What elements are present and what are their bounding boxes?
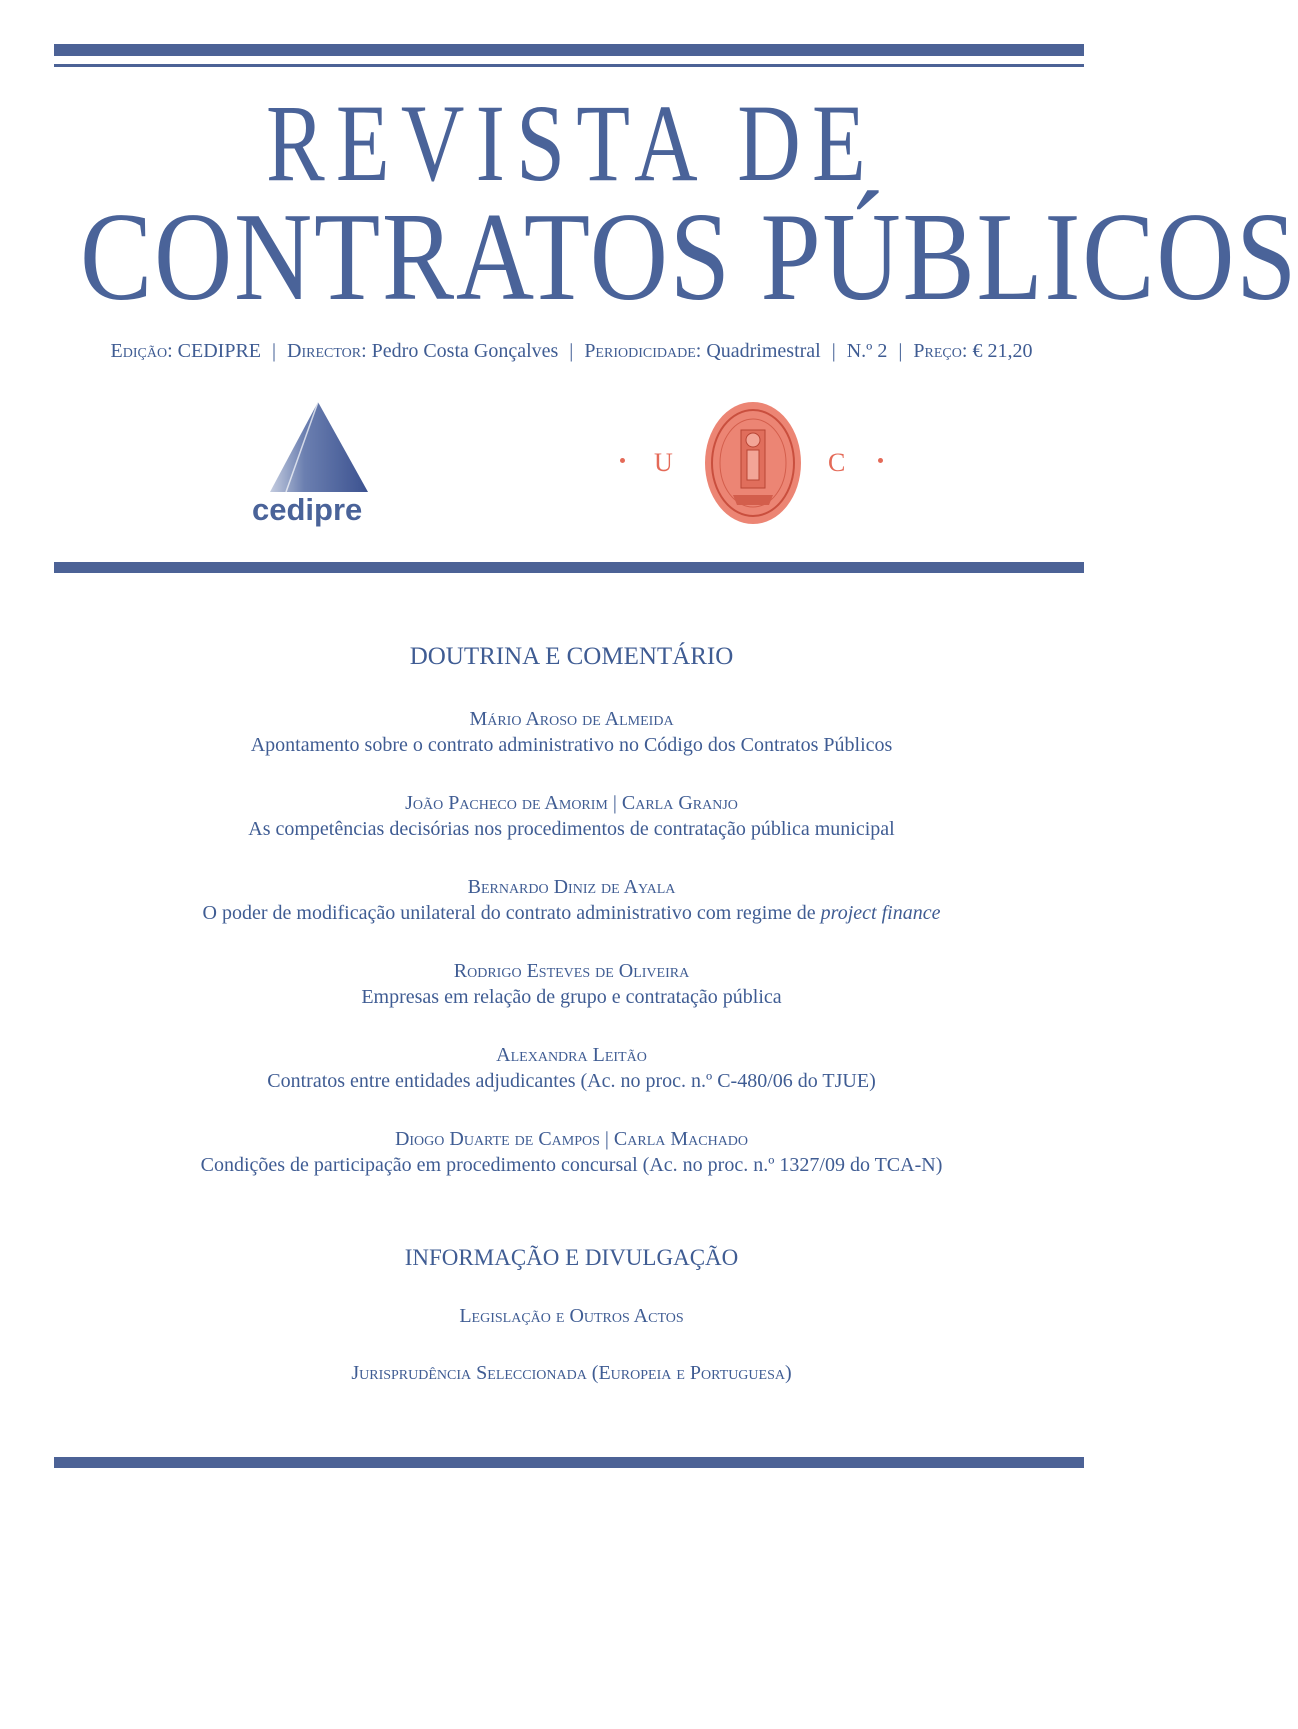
article-title: Contratos entre entidades adjudicantes (Ac. no proc. n.º C-480/06 do TJUE) xyxy=(267,1070,876,1092)
info-item: Legislação e Outros Actos xyxy=(459,1305,684,1327)
masthead-separator: | xyxy=(898,340,903,362)
article-title: As competências decisórias nos procedimentos de contratação pública municipal xyxy=(248,818,895,840)
middle-rule xyxy=(54,562,1084,573)
edicao-value: CEDIPRE xyxy=(177,340,261,362)
preco-value: € 21,20 xyxy=(972,340,1033,362)
article-title: Empresas em relação de grupo e contratação pública xyxy=(361,986,782,1008)
article-author: Diogo Duarte de Campos | Carla Machado xyxy=(394,1128,749,1150)
info-item: Jurisprudência Seleccionada (Europeia e Portuguesa) xyxy=(351,1362,792,1384)
cedipre-wordmark: cedipre xyxy=(252,492,363,527)
masthead-separator: | xyxy=(569,340,574,362)
periodicidade-value: Quadrimestral xyxy=(706,340,821,362)
article-title xyxy=(0,902,1143,925)
article-title: Condições de participação em procedimento concursal (Ac. no proc. n.º 1327/09 do TCA-N) xyxy=(200,1154,943,1176)
periodicidade-label: Periodicidade: xyxy=(584,340,702,362)
university-seal-icon xyxy=(703,400,803,526)
section-heading-informacao: INFORMAÇÃO E DIVULGAÇÃO xyxy=(404,1245,739,1270)
issue-number: N.º 2 xyxy=(846,340,888,362)
article-author: Mário Aroso de Almeida xyxy=(469,708,674,730)
section-heading-doutrina: DOUTRINA E COMENTÁRIO xyxy=(409,643,734,670)
uc-letter-c: C xyxy=(828,448,846,477)
article-title-main: O poder de modificação unilateral do contrato administrativo com regime de xyxy=(202,902,816,924)
article-title-italic: project finance xyxy=(820,902,941,924)
director-value: Pedro Costa Gonçalves xyxy=(371,340,559,362)
masthead-info xyxy=(0,340,1143,363)
article-author: João Pacheco de Amorim | Carla Granjo xyxy=(405,792,738,814)
article-title: Apontamento sobre o contrato administrativo no Código dos Contratos Públicos xyxy=(250,734,893,756)
article-author: Alexandra Leitão xyxy=(496,1044,647,1066)
journal-title-line-1: REVISTA DE xyxy=(266,82,877,204)
journal-title-line-2: CONTRATOS PÚBLICOS xyxy=(80,188,1298,327)
article-author: Rodrigo Esteves de Oliveira xyxy=(453,960,690,982)
top-double-rule-thick xyxy=(54,44,1084,56)
edicao-label: Edição: xyxy=(110,340,173,362)
bottom-rule xyxy=(54,1457,1084,1468)
masthead-separator: | xyxy=(272,340,277,362)
preco-label: Preço: xyxy=(913,340,968,362)
uc-letter-u: U xyxy=(654,448,673,477)
top-double-rule-thin xyxy=(54,64,1084,67)
director-label: Director: xyxy=(287,340,367,362)
article-author: Bernardo Diniz de Ayala xyxy=(467,876,676,898)
masthead-separator: | xyxy=(831,340,836,362)
uc-dot-left xyxy=(620,458,625,463)
uc-dot-right xyxy=(878,458,883,463)
